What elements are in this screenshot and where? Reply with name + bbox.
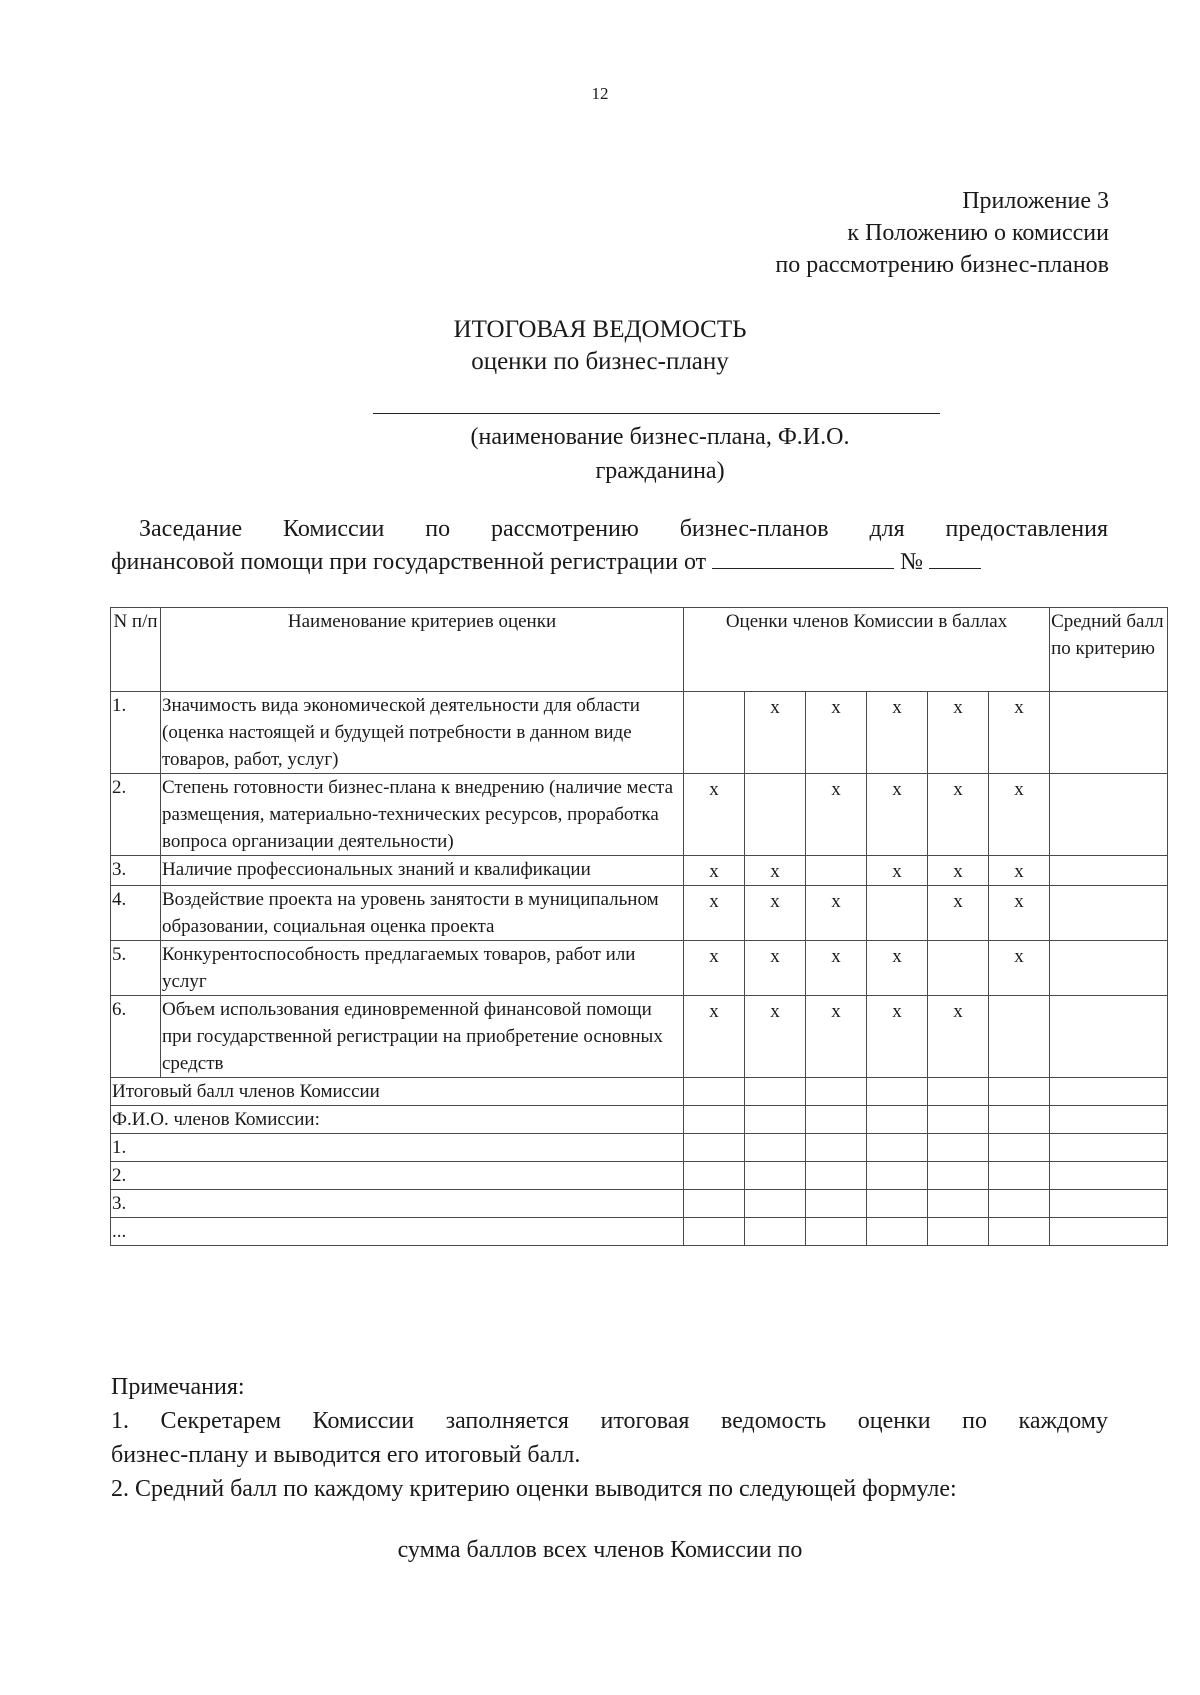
average-cell[interactable] xyxy=(1050,692,1168,774)
caption-line-1: (наименование бизнес-плана, Ф.И.О. xyxy=(470,424,850,450)
note-2: 2. Средний балл по каждому критерию оценки выводится по следующей формуле: xyxy=(111,1476,957,1502)
score-cell[interactable]: x xyxy=(928,692,989,774)
score-cell[interactable]: x xyxy=(928,774,989,856)
score-cell[interactable]: x xyxy=(928,886,989,941)
score-cell[interactable]: x xyxy=(867,996,928,1078)
score-cell[interactable]: x xyxy=(745,996,806,1078)
empty-cell[interactable] xyxy=(1050,1162,1168,1190)
empty-cell[interactable] xyxy=(806,1134,867,1162)
total-row-label: Итоговый балл членов Комиссии xyxy=(111,1078,684,1106)
score-cell[interactable] xyxy=(745,774,806,856)
formula-numerator: сумма баллов всех членов Комиссии по xyxy=(397,1537,803,1563)
member-row-label: 3. xyxy=(111,1190,684,1218)
member-row xyxy=(111,1218,1168,1246)
average-cell[interactable] xyxy=(1050,856,1168,886)
empty-cell[interactable] xyxy=(684,1134,745,1162)
row-number: 2. xyxy=(111,774,161,856)
empty-cell[interactable] xyxy=(928,1078,989,1106)
empty-cell[interactable] xyxy=(806,1218,867,1246)
empty-cell[interactable] xyxy=(745,1106,806,1134)
score-cell[interactable]: x xyxy=(684,941,745,996)
notes-heading: Примечания: xyxy=(111,1374,245,1400)
header-criteria: Наименование критериев оценки xyxy=(161,608,684,692)
score-cell[interactable]: x xyxy=(989,856,1050,886)
members-row-label: Ф.И.О. членов Комиссии: xyxy=(111,1106,684,1134)
score-cell[interactable] xyxy=(684,692,745,774)
meeting-line-1: Заседание Комиссии по рассмотрению бизнес-планов для предоставления xyxy=(139,516,1108,542)
empty-cell[interactable] xyxy=(684,1078,745,1106)
member-row-label: 1. xyxy=(111,1134,684,1162)
empty-cell[interactable] xyxy=(684,1106,745,1134)
header-num: N п/п xyxy=(111,608,161,692)
empty-cell[interactable] xyxy=(745,1218,806,1246)
table-row xyxy=(111,941,1168,996)
member-row-label: ... xyxy=(111,1218,684,1246)
meeting-line-2-text: финансовой помощи при государственной регистрации от xyxy=(111,549,707,575)
members-row xyxy=(111,1106,1168,1134)
table-row xyxy=(111,856,1168,886)
row-criterion: Наличие профессиональных знаний и квалификации xyxy=(161,856,684,886)
table-row xyxy=(111,996,1168,1078)
appendix-header xyxy=(775,185,1109,281)
note-1-line-2: бизнес-плану и выводится его итоговый балл. xyxy=(111,1442,581,1468)
score-cell[interactable]: x xyxy=(928,996,989,1078)
score-cell[interactable]: x xyxy=(989,941,1050,996)
number-sign: № xyxy=(900,549,924,575)
row-criterion: Значимость вида экономической деятельности для области (оценка настоящей и будущей потребности в данном виде товаров, работ, услуг) xyxy=(161,692,684,774)
score-cell[interactable]: x xyxy=(867,692,928,774)
average-cell[interactable] xyxy=(1050,996,1168,1078)
score-cell[interactable]: x xyxy=(867,856,928,886)
empty-cell[interactable] xyxy=(928,1190,989,1218)
page-number: 12 xyxy=(591,84,609,103)
empty-cell[interactable] xyxy=(745,1134,806,1162)
score-cell[interactable]: x xyxy=(867,941,928,996)
table-row xyxy=(111,692,1168,774)
row-criterion: Степень готовности бизнес-плана к внедрению (наличие места размещения, материально-технических ресурсов, проработка вопроса организации деятельности) xyxy=(161,774,684,856)
score-cell[interactable] xyxy=(989,996,1050,1078)
empty-cell[interactable] xyxy=(806,1106,867,1134)
empty-cell[interactable] xyxy=(806,1078,867,1106)
score-cell[interactable]: x xyxy=(684,774,745,856)
empty-cell[interactable] xyxy=(1050,1218,1168,1246)
empty-cell[interactable] xyxy=(806,1190,867,1218)
score-cell[interactable]: x xyxy=(745,856,806,886)
empty-cell[interactable] xyxy=(989,1218,1050,1246)
date-blank xyxy=(712,546,894,569)
empty-cell[interactable] xyxy=(928,1162,989,1190)
score-cell[interactable]: x xyxy=(806,774,867,856)
empty-cell[interactable] xyxy=(745,1162,806,1190)
row-number: 5. xyxy=(111,941,161,996)
empty-cell[interactable] xyxy=(1050,1134,1168,1162)
header-average: Средний балл по критерию xyxy=(1050,608,1168,692)
empty-cell[interactable] xyxy=(684,1162,745,1190)
score-cell[interactable] xyxy=(867,886,928,941)
empty-cell[interactable] xyxy=(928,1218,989,1246)
average-cell[interactable] xyxy=(1050,941,1168,996)
row-criterion: Объем использования единовременной финансовой помощи при государственной регистрации на приобретение основных средств xyxy=(161,996,684,1078)
plan-name-caption xyxy=(350,420,970,488)
empty-cell[interactable] xyxy=(684,1190,745,1218)
score-cell[interactable]: x xyxy=(806,692,867,774)
meeting-line-2 xyxy=(111,546,1108,579)
empty-cell[interactable] xyxy=(989,1190,1050,1218)
member-row xyxy=(111,1190,1168,1218)
empty-cell[interactable] xyxy=(989,1162,1050,1190)
empty-cell[interactable] xyxy=(745,1078,806,1106)
member-row xyxy=(111,1162,1168,1190)
empty-cell[interactable] xyxy=(1050,1106,1168,1134)
score-cell[interactable]: x xyxy=(745,692,806,774)
row-criterion: Воздействие проекта на уровень занятости в муниципальном образовании, социальная оценка проекта xyxy=(161,886,684,941)
empty-cell[interactable] xyxy=(1050,1190,1168,1218)
score-cell[interactable]: x xyxy=(745,941,806,996)
member-row-label: 2. xyxy=(111,1162,684,1190)
member-row xyxy=(111,1134,1168,1162)
appendix-line-2: к Положению о комиссии xyxy=(847,220,1109,246)
row-number: 3. xyxy=(111,856,161,886)
row-number: 6. xyxy=(111,996,161,1078)
title-sub: оценки по бизнес-плану xyxy=(471,348,729,375)
empty-cell[interactable] xyxy=(867,1218,928,1246)
score-cell[interactable]: x xyxy=(989,774,1050,856)
row-criterion: Конкурентоспособность предлагаемых товаров, работ или услуг xyxy=(161,941,684,996)
empty-cell[interactable] xyxy=(989,1106,1050,1134)
notes-section xyxy=(111,1370,1108,1506)
score-cell[interactable]: x xyxy=(989,692,1050,774)
empty-cell[interactable] xyxy=(867,1106,928,1134)
empty-cell[interactable] xyxy=(684,1218,745,1246)
score-cell[interactable] xyxy=(806,856,867,886)
empty-cell[interactable] xyxy=(928,1134,989,1162)
table-row xyxy=(111,886,1168,941)
table-row xyxy=(111,774,1168,856)
empty-cell[interactable] xyxy=(989,1134,1050,1162)
empty-cell[interactable] xyxy=(1050,1078,1168,1106)
title-main: ИТОГОВАЯ ВЕДОМОСТЬ xyxy=(453,316,747,343)
total-row xyxy=(111,1078,1168,1106)
score-cell[interactable]: x xyxy=(684,886,745,941)
appendix-line-1: Приложение 3 xyxy=(962,188,1109,214)
plan-name-blank xyxy=(373,413,940,414)
empty-cell[interactable] xyxy=(867,1078,928,1106)
document-title xyxy=(0,314,1200,378)
score-cell[interactable]: x xyxy=(806,941,867,996)
note-1-line-1: 1. Секретарем Комиссии заполняется итоговая ведомость оценки по каждому xyxy=(111,1408,1108,1434)
empty-cell[interactable] xyxy=(928,1106,989,1134)
score-cell[interactable]: x xyxy=(684,996,745,1078)
empty-cell[interactable] xyxy=(867,1134,928,1162)
row-number: 1. xyxy=(111,692,161,774)
empty-cell[interactable] xyxy=(867,1162,928,1190)
score-cell[interactable]: x xyxy=(806,886,867,941)
number-blank xyxy=(929,546,981,569)
average-cell[interactable] xyxy=(1050,774,1168,856)
score-cell[interactable]: x xyxy=(867,774,928,856)
empty-cell[interactable] xyxy=(745,1190,806,1218)
empty-cell[interactable] xyxy=(806,1162,867,1190)
score-cell[interactable]: x xyxy=(806,996,867,1078)
header-scores: Оценки членов Комиссии в баллах xyxy=(684,608,1050,692)
assessment-table xyxy=(110,607,1168,1246)
score-cell[interactable]: x xyxy=(684,856,745,886)
score-cell[interactable]: x xyxy=(928,856,989,886)
table-header-row xyxy=(111,608,1168,692)
score-cell[interactable]: x xyxy=(745,886,806,941)
empty-cell[interactable] xyxy=(989,1078,1050,1106)
appendix-line-3: по рассмотрению бизнес-планов xyxy=(775,252,1109,278)
score-cell[interactable] xyxy=(928,941,989,996)
caption-line-2: гражданина) xyxy=(595,458,725,484)
score-cell[interactable]: x xyxy=(989,886,1050,941)
row-number: 4. xyxy=(111,886,161,941)
average-cell[interactable] xyxy=(1050,886,1168,941)
empty-cell[interactable] xyxy=(867,1190,928,1218)
meeting-paragraph xyxy=(111,513,1108,579)
